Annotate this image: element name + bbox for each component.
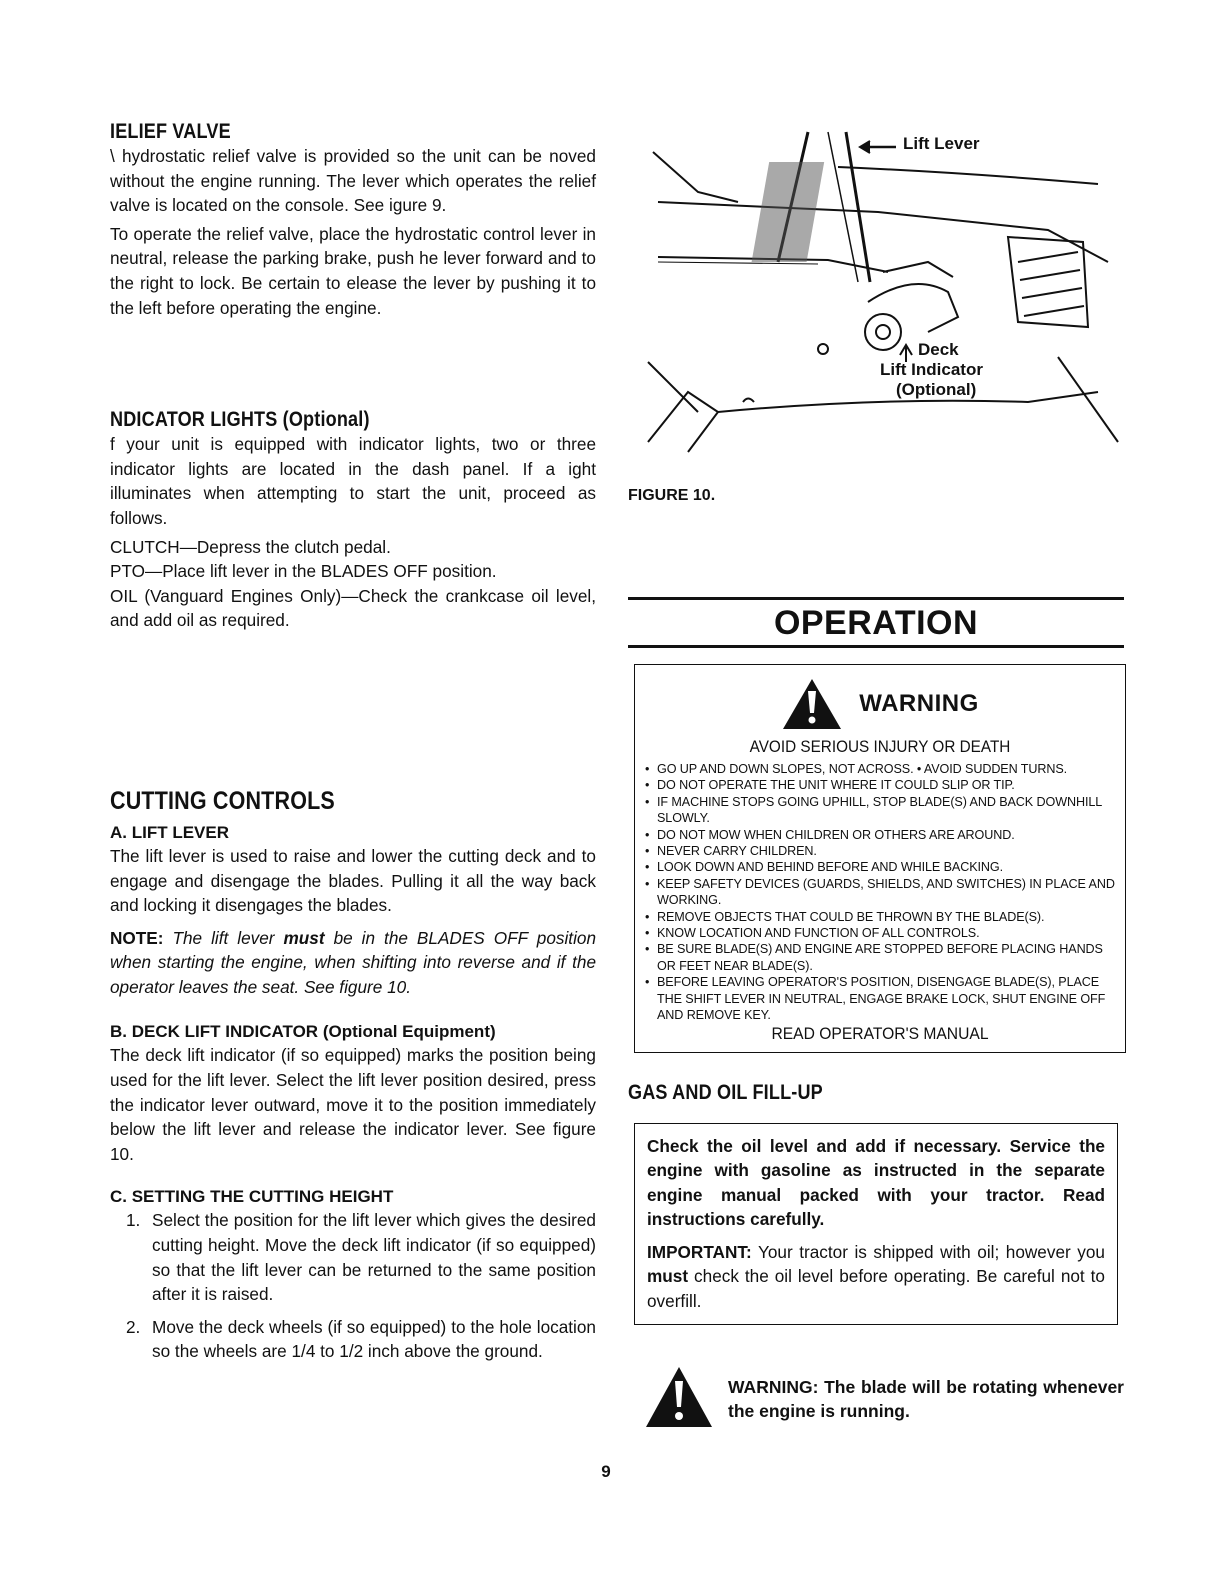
note-must: must: [283, 927, 325, 948]
warning-triangle-icon: [644, 1365, 714, 1429]
optional-label: (Optional): [896, 380, 977, 399]
deck-lift-indicator-subheading: [110, 1021, 596, 1043]
blade-warning: [628, 1365, 1124, 1429]
deck-lift-title: B. DECK LIFT INDICATOR: [110, 1022, 319, 1042]
lift-lever-paragraph: The lift lever is used to raise and lower the cutting deck and to engage and disengage the blades. Pulling it all the way back and locking it disengages the blades.: [110, 845, 596, 916]
figure-10: [628, 112, 1124, 457]
relief-paragraph-2: To operate the relief valve, place the hydrostatic control lever in neutral, release the parking brake, push he lever forward and to the right to lock. Be certain to elease the lever by pushing it to the left before operating the engine.: [110, 223, 596, 318]
warning-header: [643, 677, 1117, 731]
note-text-1: The lift lever: [172, 927, 275, 948]
gas-oil-box: [634, 1123, 1118, 1325]
figure-caption: FIGURE 10.: [628, 487, 716, 504]
relief-paragraph-1: \ hydrostatic relief valve is provided so the unit can be noved without the engine running. The lever which operates the relief valve is located on the console. See igure 9.: [110, 146, 596, 216]
operation-top-rule: [628, 597, 1124, 600]
lift-lever-illustration: [628, 112, 1124, 457]
warning-item: • BEFORE LEAVING OPERATOR'S POSITION, DISENGAGE BLADE(S), PLACE THE SHIFT LEVER IN NEUTRAL, ENGAGE BRAKE LOCK, SHUT ENGINE OFF AND REMOVE KEY.: [643, 974, 1117, 1023]
lift-indicator-label: Lift Indicator: [880, 360, 983, 379]
step-1: [110, 1208, 596, 1306]
step-text: Move the deck wheels (if so equipped) to the hole location so the wheels are 1/4 to 1/2 inch above the ground.: [152, 1316, 596, 1362]
warning-item: • IF MACHINE STOPS GOING UPHILL, STOP BLADE(S) AND BACK DOWNHILL SLOWLY.: [643, 794, 1117, 827]
step-2: [110, 1315, 596, 1364]
safety-warning-box: [634, 664, 1126, 1053]
lift-lever-label: Lift Lever: [903, 134, 980, 153]
lift-lever-note: [110, 926, 596, 1000]
operation-title: OPERATION: [773, 604, 979, 642]
lift-lever-subheading: A. LIFT LEVER: [110, 822, 229, 842]
deck-lift-paragraph: The deck lift indicator (if so equipped) marks the position being used for the lift lever. Select the lift lever position desired, press the indicator lever outward, move it to the position immediately below the lift lever and release the indicator lever. See figure 10.: [110, 1045, 596, 1164]
warning-item: • LOOK DOWN AND BEHIND BEFORE AND WHILE BACKING.: [643, 859, 1117, 875]
deck-label: Deck: [918, 340, 959, 359]
step-number: 1.: [126, 1210, 141, 1231]
warning-item: • KEEP SAFETY DEVICES (GUARDS, SHIELDS, AND SWITCHES) IN PLACE AND WORKING.: [643, 876, 1117, 909]
page-number: 9: [601, 1462, 611, 1481]
note-label: NOTE:: [110, 927, 164, 948]
indicator-oil: OIL (Vanguard Engines Only)—Check the crankcase oil level, and add oil as required.: [110, 585, 596, 631]
avoid-injury-text: AVOID SERIOUS INJURY OR DEATH: [749, 737, 1011, 756]
read-manual-text: READ OPERATOR'S MANUAL: [771, 1023, 989, 1043]
gas-oil-bold-text: Check the oil level and add if necessary. Service the engine with gasoline as instructed in the separate engine manual packed with your tractor. Read instructions carefully.: [647, 1135, 1105, 1230]
warning-list: [643, 761, 1117, 1024]
warning-item: • GO UP AND DOWN SLOPES, NOT ACROSS. • AVOID SUDDEN TURNS.: [643, 761, 1117, 777]
blade-warning-text: WARNING: The blade will be rotating whenever the engine is running.: [728, 1376, 1124, 1422]
step-text: Select the position for the lift lever which gives the desired cutting height. Move the deck lift indicator (if so equipped) so that the lift lever can be returned to the same position after it is raised.: [152, 1210, 596, 1305]
warning-item: • KNOW LOCATION AND FUNCTION OF ALL CONTROLS.: [643, 925, 1117, 941]
relief-valve-heading: IELIEF VALVE: [110, 120, 231, 143]
left-column: [110, 120, 596, 1372]
important-text-1: Your tractor is shipped with oil; however you: [757, 1241, 1105, 1262]
warning-item: • DO NOT MOW WHEN CHILDREN OR OTHERS ARE AROUND.: [643, 827, 1117, 843]
warning-item: • REMOVE OBJECTS THAT COULD BE THROWN BY THE BLADE(S).: [643, 909, 1117, 925]
gas-oil-important: [647, 1240, 1105, 1314]
cutting-height-subheading: C. SETTING THE CUTTING HEIGHT: [110, 1187, 394, 1207]
warning-word: WARNING: [859, 690, 979, 717]
note-text-2: be in the BLADES OFF position when starting the engine, when shifting into reverse and if the operator leaves the seat. See figure 10.: [110, 927, 597, 997]
indicator-clutch: CLUTCH—Depress the clutch pedal.: [110, 536, 391, 557]
important-label: IMPORTANT:: [647, 1241, 752, 1262]
warning-item: • NEVER CARRY CHILDREN.: [643, 843, 1117, 859]
step-number: 2.: [126, 1316, 141, 1337]
important-must: must: [647, 1266, 689, 1287]
warning-item: • BE SURE BLADE(S) AND ENGINE ARE STOPPED BEFORE PLACING HANDS OR FEET NEAR BLADE(S).: [643, 941, 1117, 974]
indicator-lights-heading: NDICATOR LIGHTS (Optional): [110, 408, 370, 432]
gas-oil-heading: GAS AND OIL FILL-UP: [628, 1080, 823, 1104]
cutting-height-steps: [110, 1208, 596, 1364]
indicator-pto: PTO—Place lift lever in the BLADES OFF position.: [110, 561, 497, 582]
warning-item: • DO NOT OPERATE THE UNIT WHERE IT COULD SLIP OR TIP.: [643, 777, 1117, 793]
right-column: [628, 112, 1124, 1429]
deck-lift-title-suffix: (Optional Equipment): [322, 1022, 496, 1042]
indicator-paragraph: f your unit is equipped with indicator lights, two or three indicator lights are located in the dash panel. If a ight illuminates when attempting to start the unit, proceed as follows.: [110, 434, 596, 528]
important-text-2: check the oil level before operating. Be careful not to overfill.: [647, 1266, 1105, 1312]
cutting-controls-heading: CUTTING CONTROLS: [110, 786, 335, 815]
warning-triangle-icon: [781, 677, 843, 731]
